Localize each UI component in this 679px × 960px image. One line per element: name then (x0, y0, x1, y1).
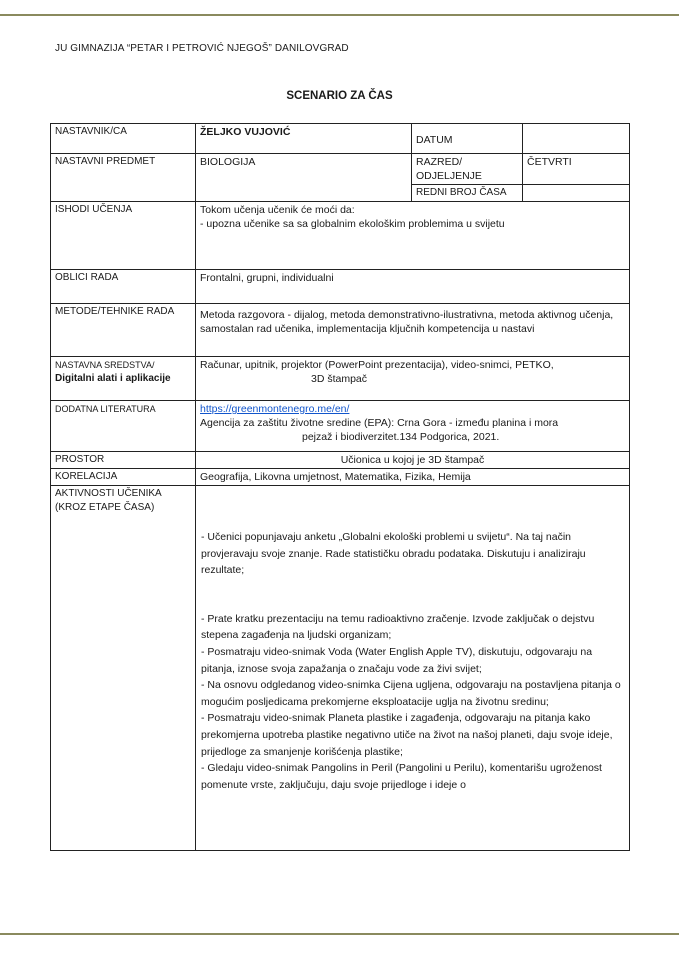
means-label (51, 357, 196, 401)
forms-label: OBLICI RADA (51, 270, 196, 304)
row-outcomes (51, 202, 630, 270)
literature-line3: pejzaž i biodiverzitet.134 Podgorica, 2021. (302, 431, 500, 443)
teacher-label: NASTAVNIK/CA (51, 124, 196, 154)
subject-label: NASTAVNI PREDMET (51, 154, 196, 202)
correlation-value: Geografija, Likovna umjetnost, Matematika, Fizika, Hemija (196, 469, 630, 486)
outcomes-value (196, 202, 630, 270)
row-teacher (51, 124, 630, 154)
row-literature (51, 401, 630, 452)
activity-item: - Posmatraju video-snimak Voda (Water English Apple TV), diskutuju, odgovaraju na pitanja, iznose svoja zapažanja o značaju vode za živi svijet; (201, 645, 593, 675)
row-forms (51, 270, 630, 304)
activity-item: - Učenici popunjavaju anketu „Globalni ekološki problemi u svijetu“. Na taj način provjeravaju svoje znanje. Rade statističku obradu podataka. Diskutuju i analiziraju rezultate; (201, 531, 586, 577)
grade-value: ČETVRTI (523, 154, 630, 185)
literature-label: DODATNA LITERATURA (51, 401, 196, 452)
teacher-value: ŽELJKO VUJOVIĆ (196, 124, 412, 154)
literature-link[interactable]: https://greenmontenegro.me/en/ (200, 403, 350, 415)
means-label-line2: Digitalni alati i aplikacije (55, 373, 171, 384)
row-teaching-means (51, 357, 630, 401)
date-label: DATUM (412, 124, 523, 154)
grade-label (412, 154, 523, 185)
row-correlation (51, 469, 630, 486)
correlation-label: KORELACIJA (51, 469, 196, 486)
means-value (196, 357, 630, 401)
outcomes-intro: Tokom učenja učenik će moći da: (200, 204, 355, 216)
outcomes-item: - upozna učenike sa sa globalnim ekološkim problemima u svijetu (200, 218, 505, 230)
school-name: JU GIMNAZIJA “PETAR I PETROVIĆ NJEGOŠ” DANILOVGRAD (55, 43, 349, 54)
row-activities (51, 486, 630, 851)
row-space (51, 452, 630, 469)
means-value-line2: 3D štampač (311, 373, 368, 385)
document-title: SCENARIO ZA ČAS (286, 90, 393, 102)
literature-value (196, 401, 630, 452)
subject-value: BIOLOGIJA (196, 154, 412, 202)
literature-line2: Agencija za zaštitu životne sredine (EPA): Crna Gora - između planina i mora (200, 417, 559, 429)
methods-label: METODE/TEHNIKE RADA (51, 304, 196, 357)
activity-item: - Prate kratku prezentaciju na temu radioaktivno zračenje. Izvode zaključak o dejstvu stepena zagađenja na ljudski organizam; (201, 612, 595, 642)
activity-item: - Gledaju video-snimak Pangolins in Peril (Pangolini u Perilu), komentarišu ugroženost pomenute vrste, zaključuju, daju svoje prijedloge i ideje o (201, 762, 602, 791)
forms-value: Frontalni, grupni, individualni (196, 270, 630, 304)
activity-item: - Posmatraju video-snimak Planeta plastike i zagađenja, odgovaraju na pitanja kako prekomjerna upotreba plastike negativno utiče na život na našoj planeti, daju svoje ideje, prijedloge za smanjenje korišćenja plastike; (201, 712, 613, 758)
lesson-number-value (523, 185, 630, 202)
means-label-line1: NASTAVNA SREDSTVA/ (55, 360, 155, 370)
means-value-line1: Računar, upitnik, projektor (PowerPoint prezentacija), video-snimci, PETKO, (200, 359, 554, 371)
grade-label-line1: RAZRED/ (416, 156, 463, 168)
outcomes-label: ISHODI UČENJA (51, 202, 196, 270)
grade-label-line2: ODJELJENJE (416, 170, 482, 182)
space-value: Učionica u kojoj je 3D štampač (196, 452, 630, 469)
activities-value (196, 486, 630, 851)
bottom-border-rule (0, 933, 679, 935)
date-value (523, 124, 630, 154)
top-border-rule (0, 14, 679, 16)
space-label: PROSTOR (51, 452, 196, 469)
lesson-plan-table (50, 123, 630, 851)
activities-label: AKTIVNOSTI UČENIKA (KROZ ETAPE ČASA) (51, 486, 196, 851)
row-methods (51, 304, 630, 357)
methods-value: Metoda razgovora - dijalog, metoda demonstrativno-ilustrativna, metoda aktivnog učenja, samostalan rad učenika, implementacija ključnih kompetencija u nastavi (196, 304, 630, 357)
row-subject (51, 154, 630, 185)
lesson-number-label: REDNI BROJ ČASA (412, 185, 523, 202)
activity-item: - Na osnovu odgledanog video-snimka Cijena uglјena, odgovaraju na postavlјena pitanja o mogućim posljedicama prekomjerne eksploatacije uglјa na životnu sredinu; (201, 679, 621, 708)
